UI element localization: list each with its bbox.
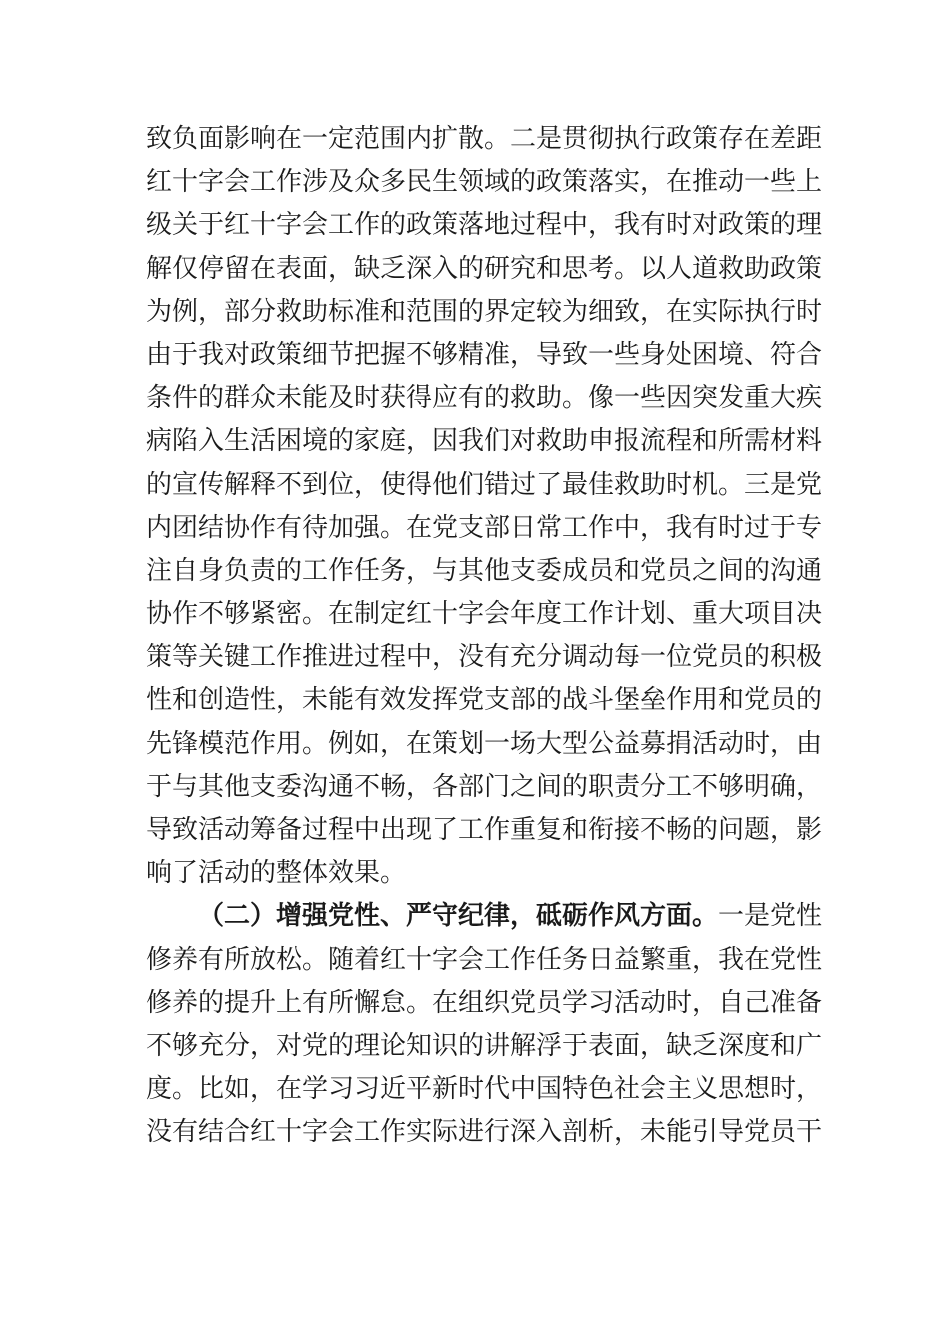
text-line: 修养有所放松。随着红十字会工作任务日益繁重，我在党性 bbox=[146, 944, 823, 975]
text-line: 为例，部分救助标准和范围的界定较为细致，在实际执行时 bbox=[146, 296, 823, 327]
text-line: 注自身负责的工作任务，与其他支委成员和党员之间的沟通 bbox=[146, 555, 823, 586]
text-line: 导致活动筹备过程中出现了工作重复和衔接不畅的问题，影 bbox=[146, 815, 823, 845]
text-line: 响了活动的整体效果。 bbox=[146, 858, 407, 889]
text-line: 由于我对政策细节把握不够精准，导致一些身处困境、符合 bbox=[146, 339, 823, 370]
section-heading: （二）增强党性、严守纪律，砥砺作风方面。 bbox=[198, 901, 719, 932]
text-line: 的宣传解释不到位，使得他们错过了最佳救助时机。三是党 bbox=[146, 469, 823, 500]
text-line: 内团结协作有待加强。在党支部日常工作中，我有时过于专 bbox=[146, 512, 823, 543]
body-text bbox=[146, 118, 823, 1155]
text-line: 性和创造性，未能有效发挥党支部的战斗堡垒作用和党员的 bbox=[146, 685, 823, 716]
text-line: 条件的群众未能及时获得应有的救助。像一些因突发重大疾 bbox=[146, 383, 823, 414]
text-line: 修养的提升上有所懈怠。在组织党员学习活动时，自己准备 bbox=[146, 987, 823, 1018]
text-line: 协作不够紧密。在制定红十字会年度工作计划、重大项目决 bbox=[146, 599, 823, 630]
text-line: 病陷入生活困境的家庭，因我们对救助申报流程和所需材料 bbox=[146, 426, 823, 457]
text-line: 解仅停留在表面，缺乏深入的研究和思考。以人道救助政策 bbox=[146, 253, 823, 284]
section-heading-tail: 一是党性 bbox=[718, 901, 823, 932]
text-line: 先锋模范作用。例如，在策划一场大型公益募捐活动时，由 bbox=[146, 728, 823, 759]
section-heading-line bbox=[146, 895, 823, 938]
text-line: 没有结合红十字会工作实际进行深入剖析，未能引导党员干 bbox=[146, 1117, 823, 1148]
text-line: 策等关键工作推进过程中，没有充分调动每一位党员的积极 bbox=[146, 642, 823, 673]
text-line: 不够充分，对党的理论知识的讲解浮于表面，缺乏深度和广 bbox=[146, 1030, 823, 1061]
text-line: 致负面影响在一定范围内扩散。二是贯彻执行政策存在差距 bbox=[146, 124, 823, 154]
text-line: 度。比如，在学习习近平新时代中国特色社会主义思想时， bbox=[146, 1074, 823, 1105]
text-line: 级关于红十字会工作的政策落地过程中，我有时对政策的理 bbox=[146, 210, 823, 241]
text-line: 红十字会工作涉及众多民生领域的政策落实，在推动一些上 bbox=[146, 167, 823, 198]
text-line: 于与其他支委沟通不畅，各部门之间的职责分工不够明确， bbox=[146, 771, 823, 802]
